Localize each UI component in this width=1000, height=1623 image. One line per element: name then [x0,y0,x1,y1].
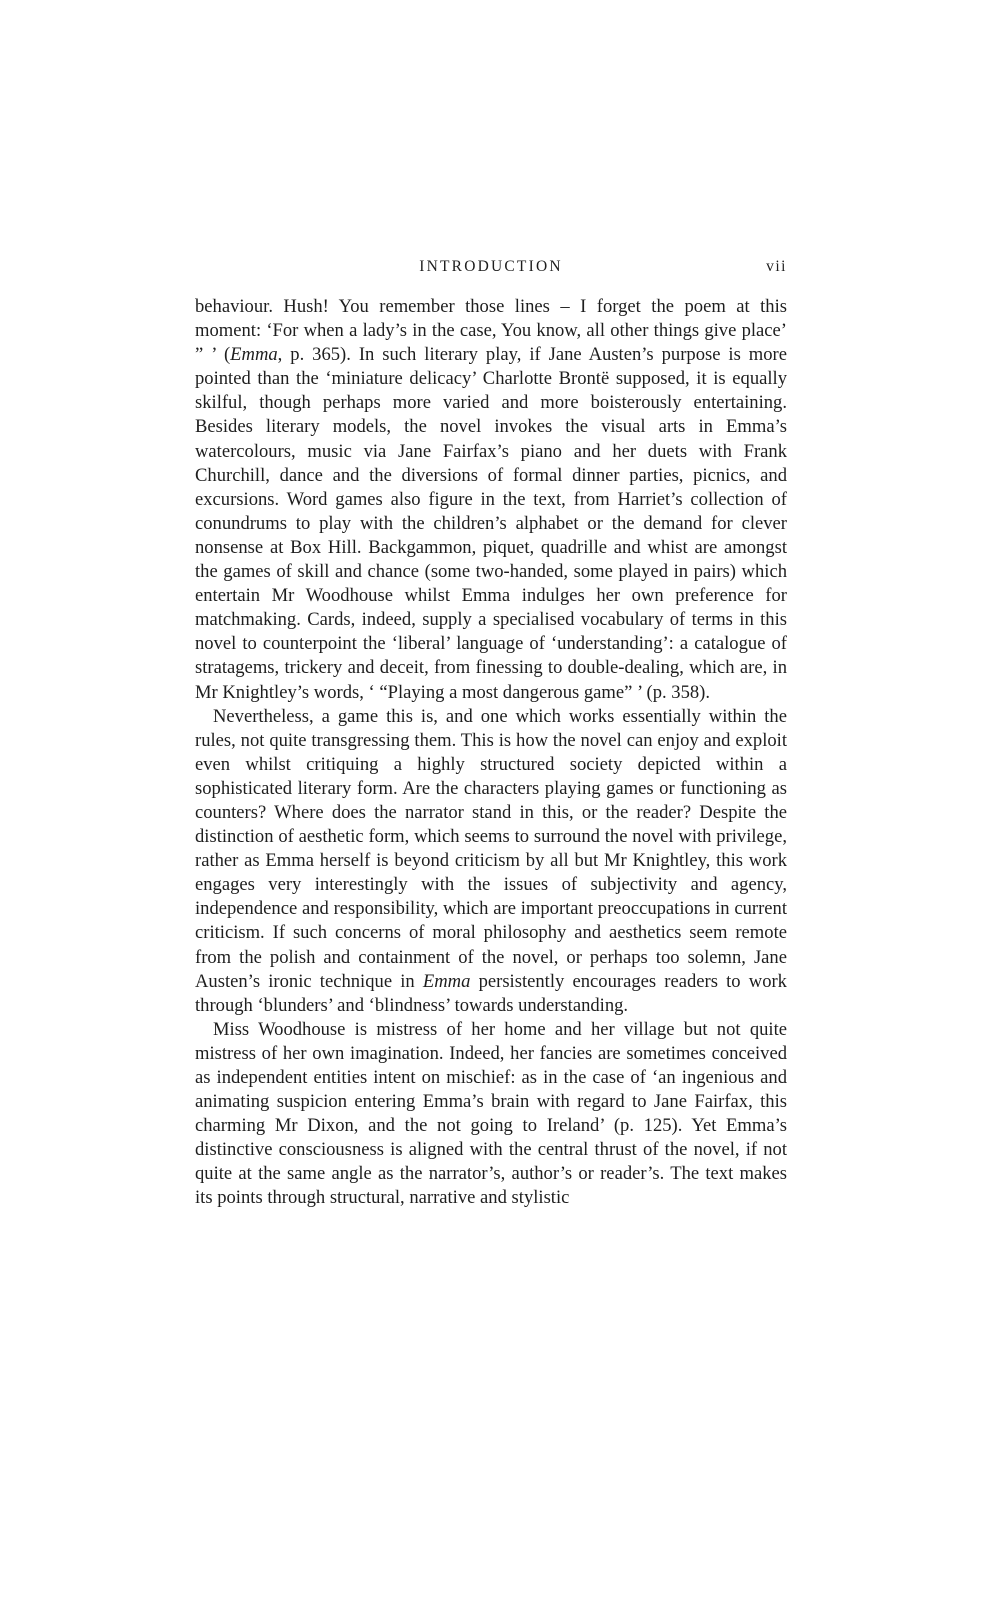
text-span: Nevertheless, a game this is, and one which works essentially within the rules, not quite transgressing them. This is how the novel can enjoy and exploit even whilst critiquing a highly structured society depicted within a sophisticated literary form. Are the characters playing games or functioning as counters? Where does the narrator stand in this, or the reader? Despite the distinction of aesthetic form, which seems to surround the novel with privilege, rather as Emma herself is beyond criticism by all but Mr Knightley, this work engages very interestingly with the issues of subjectivity and agency, independence and responsibility, which are important preoccupations in current criticism. If such concerns of moral philosophy and aesthetics seem remote from the polish and containment of the novel, or perhaps too solemn, Jane Austen’s ironic technique in [195,705,787,992]
text-span: persistently encourages readers to work through ‘blunders’ and ‘blindness’ towards understanding. [195,970,787,1016]
italic-title: Emma [230,344,278,366]
page-number: vii [766,258,787,275]
text-span: behaviour. Hush! You remember those lines – I forget the poem at this moment: ‘For when a lady’s in the case, You know, all other things give place’ ” ’ ( [195,296,787,366]
text-span: Miss Woodhouse is mistress of her home and her village but not quite mistress of her own imagination. Indeed, her fancies are sometimes conceived as independent entities intent on mischief: as in the case of ‘an ingenious and animating suspicion entering Emma’s brain with regard to Jane Fairfax, this charming Mr Dixon, and the not going to Ireland’ (p. 125). Yet Emma’s distinctive consciousness is aligned with the central thrust of the novel, if not quite at the same angle as the narrator’s, author’s or reader’s. The text makes its points through structural, narrative and stylistic [195,1018,787,1209]
italic-title: Emma [422,970,471,992]
body-text [195,295,787,1211]
paragraph-1 [195,295,787,705]
paragraph-3 [195,1018,787,1211]
text-span: , p. 365). In such literary play, if Jane Austen’s purpose is more pointed than the ‘miniature delicacy’ Charlotte Brontë supposed, it is equally skilful, though perhaps more varied and more boisterously entertaining. Besides literary models, the novel invokes the visual arts in Emma’s watercolours, music via Jane Fairfax’s piano and her duets with Frank Churchill, dance and the diversions of formal dinner parties, picnics, and excursions. Word games also figure in the text, from Harriet’s collection of conundrums to play with the children’s alphabet or the demand for clever nonsense at Box Hill. Backgammon, piquet, quadrille and whist are amongst the games of skill and chance (some two-handed, some played in pairs) which entertain Mr Woodhouse whilst Emma indulges her own preference for matchmaking. Cards, indeed, supply a specialised vocabulary of terms in this novel to counterpoint the ‘liberal’ language of ‘understanding’: a catalogue of stratagems, trickery and deceit, from finessing to double-dealing, which are, in Mr Knightley’s words, ‘ “Playing a most dangerous game” ’ (p. 358). [195,344,787,703]
running-title: INTRODUCTION [419,258,563,275]
running-head [195,258,787,282]
paragraph-2 [195,705,787,1018]
